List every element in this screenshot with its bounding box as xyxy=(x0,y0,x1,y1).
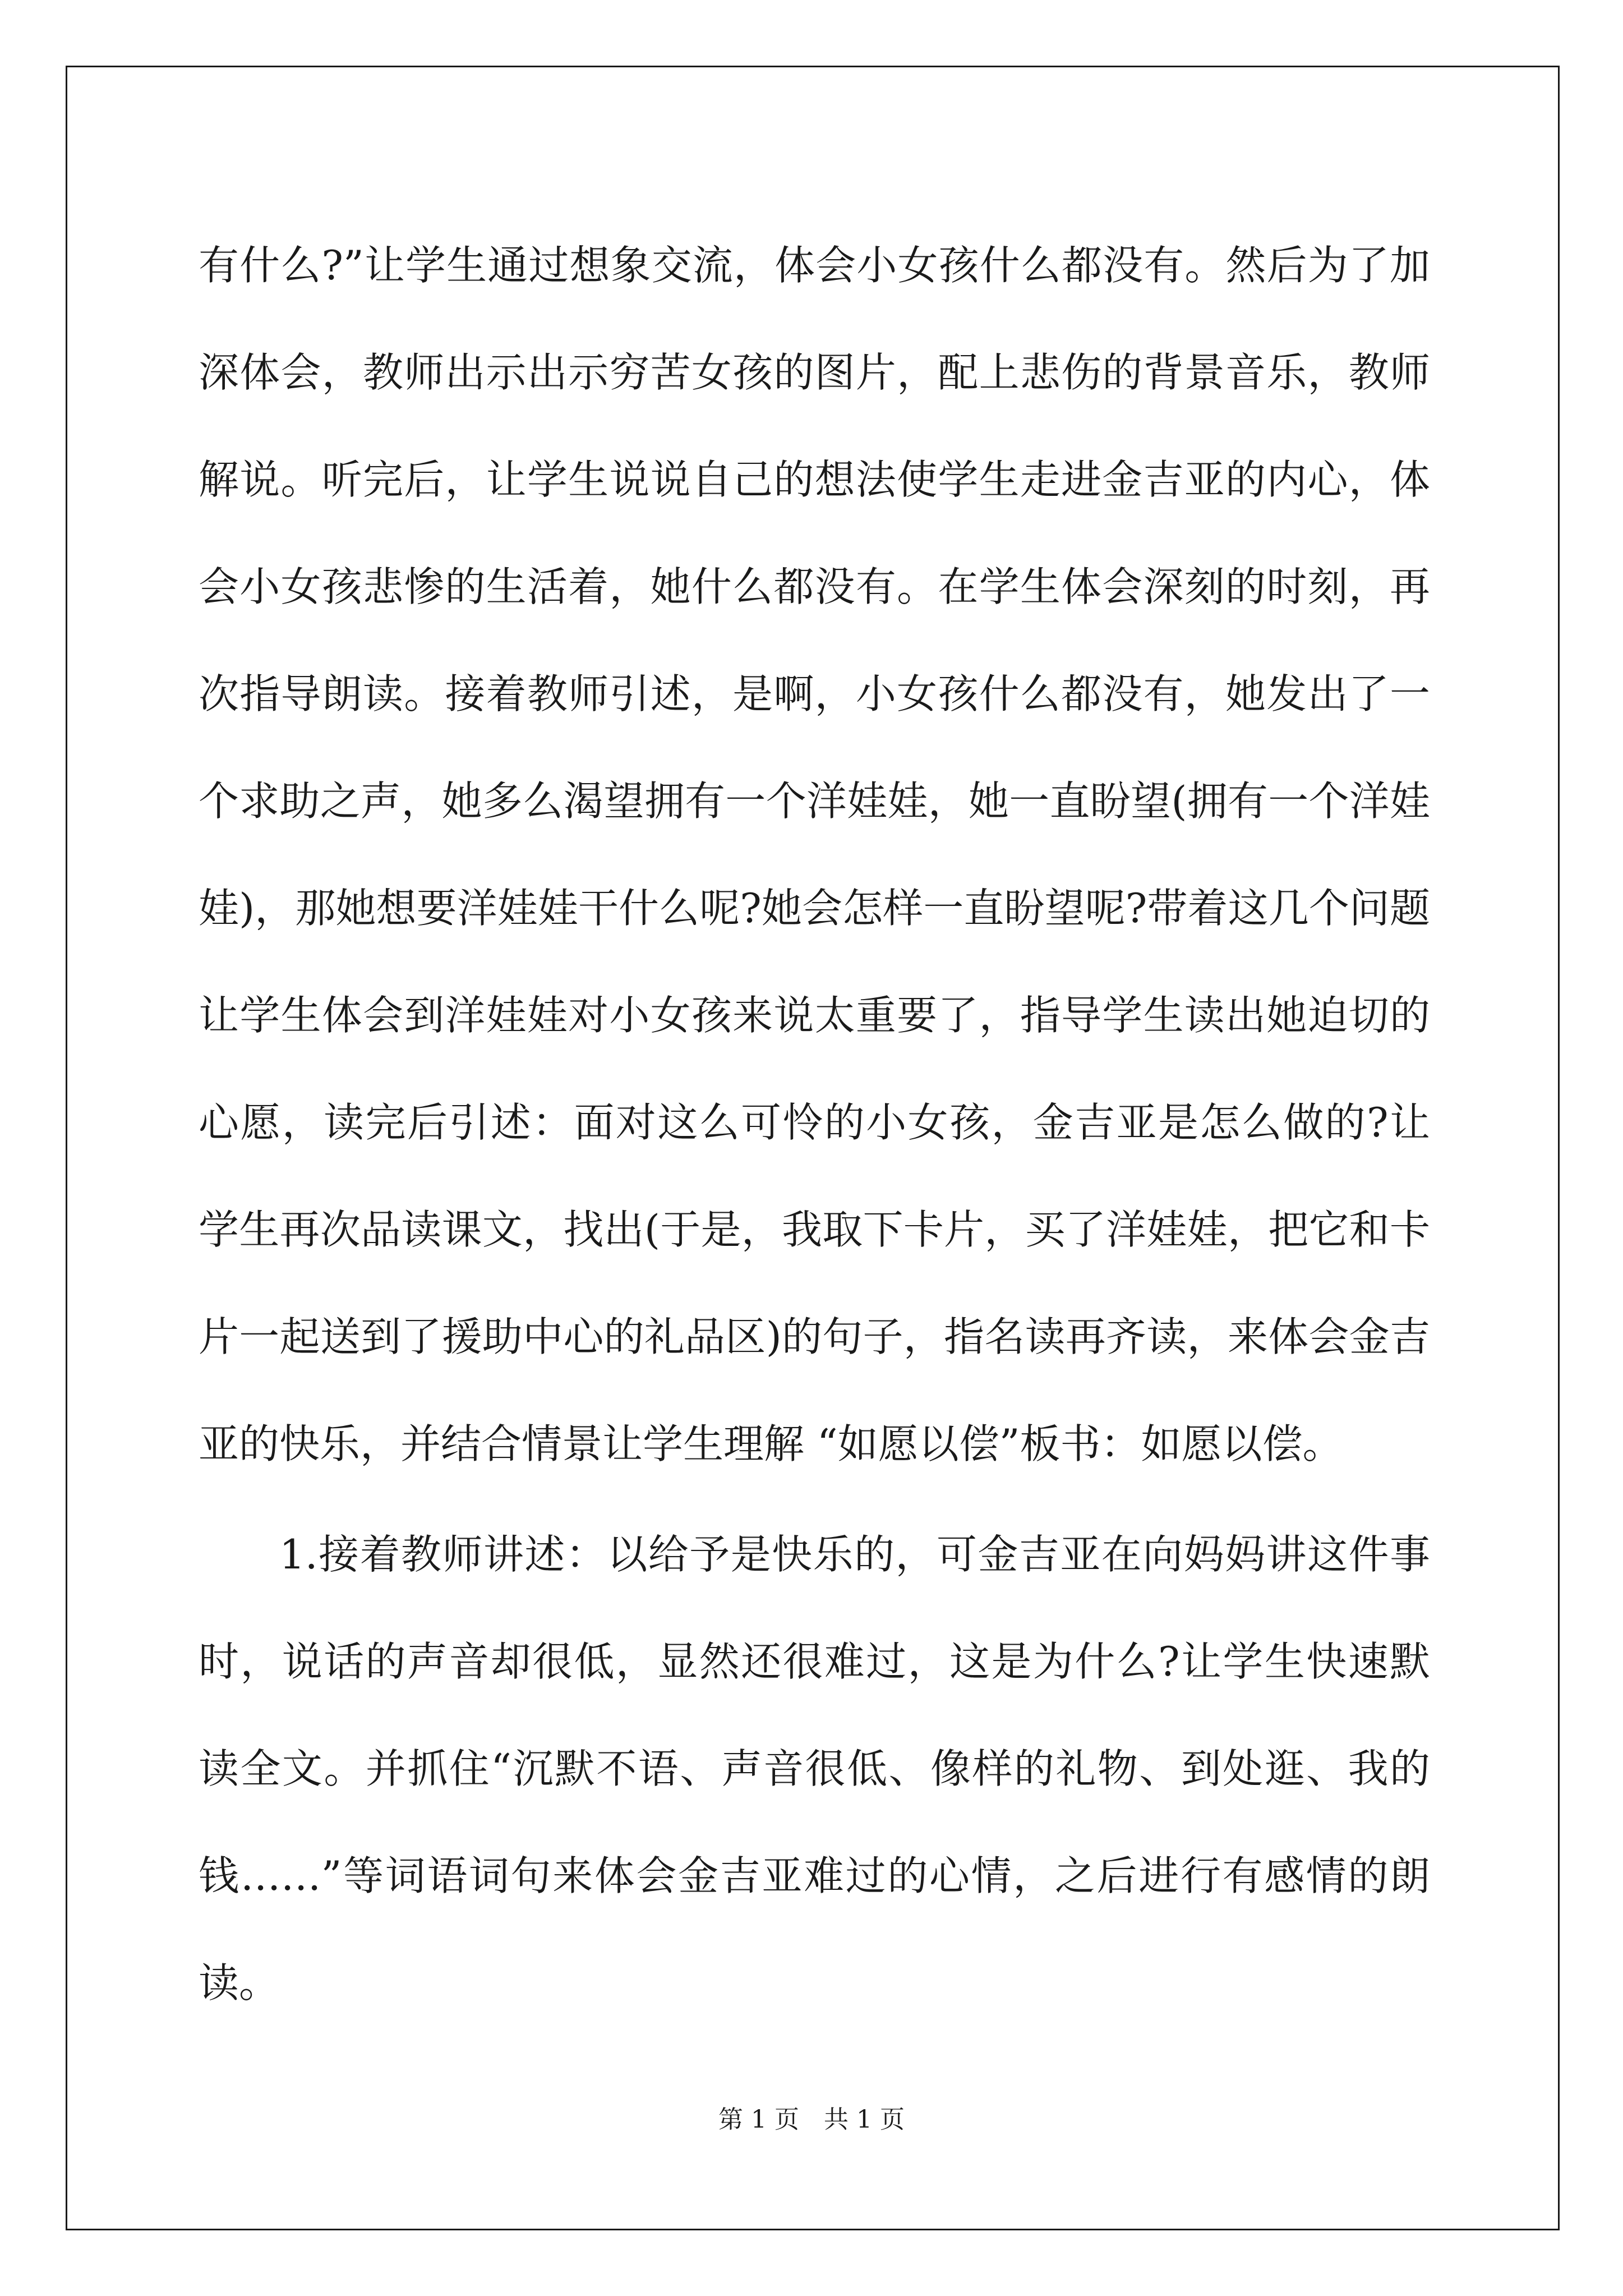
document-body xyxy=(199,212,1430,2037)
page-number-footer: 第 1 页 共 1 页 xyxy=(718,2105,905,2134)
paragraph-2: 1.接着教师讲述：以给予是快乐的，可金吉亚在向妈妈讲这件事时，说话的声音却很低，显然还很难过，这是为什么?让学生快速默读全文。并抓住“沉默不语、声音很低、像样的礼物、到处逛、我的钱……”等词语词句来体会金吉亚难过的心情，之后进行有感情的朗读。 xyxy=(199,1531,1430,2007)
paragraph-1: 有什么?”让学生通过想象交流，体会小女孩什么都没有。然后为了加深体会，教师出示出示穷苦女孩的图片，配上悲伤的背景音乐，教师解说。听完后，让学生说说自己的想法使学生走进金吉亚的内心，体会小女孩悲惨的生活着，她什么都没有。在学生体会深刻的时刻，再次指导朗读。接着教师引述，是啊，小女孩什么都没有，她发出了一个求助之声，她多么渴望拥有一个洋娃娃，她一直盼望(拥有一个洋娃娃)，那她想要洋娃娃干什么呢?她会怎样一直盼望呢?带着这几个问题让学生体会到洋娃娃对小女孩来说太重要了，指导学生读出她迫切的心愿，读完后引述：面对这么可怜的小女孩，金吉亚是怎么做的?让学生再次品读课文，找出(于是，我取下卡片，买了洋娃娃，把它和卡片一起送到了援助中心的礼品区)的句子，指名读再齐读，来体会金吉亚的快乐，并结合情景让学生理解 “如愿以偿”板书：如愿以偿。 xyxy=(199,242,1430,1467)
